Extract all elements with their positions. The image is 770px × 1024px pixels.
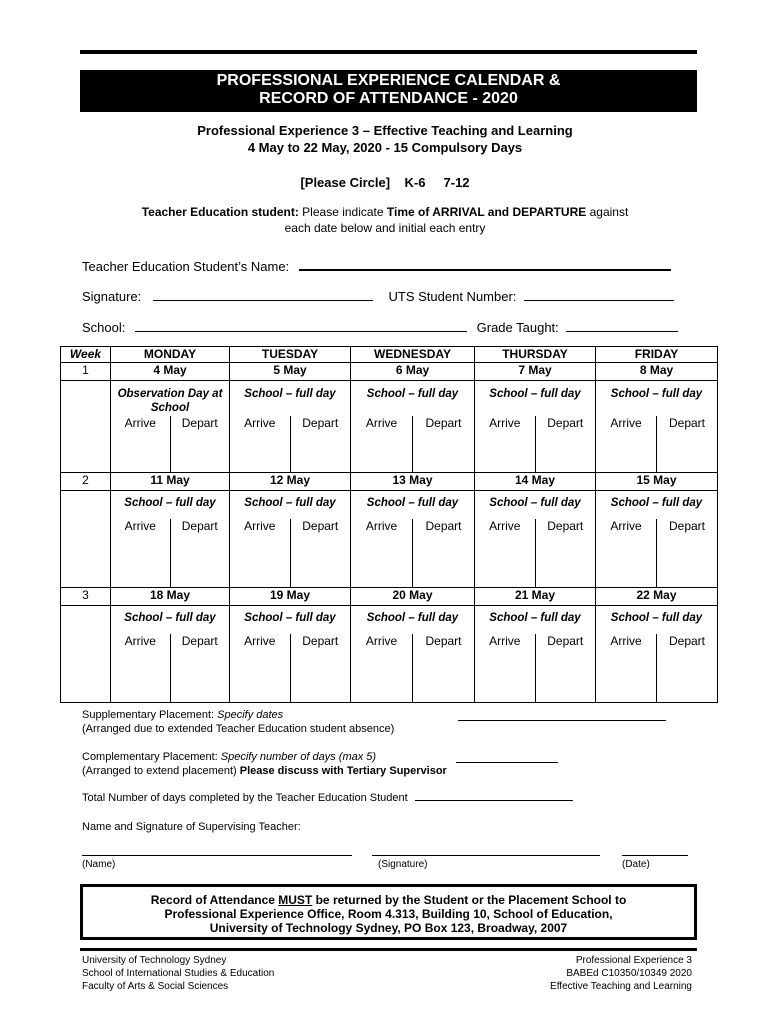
date-cell: 14 May <box>475 473 596 491</box>
depart-field[interactable]: Depart <box>535 416 596 472</box>
day-cell <box>111 606 230 703</box>
depart-field[interactable]: Depart <box>412 634 474 702</box>
day-cell <box>475 381 596 473</box>
school-row <box>82 320 678 335</box>
day-note: School – full day <box>610 612 703 624</box>
week-number: 2 <box>61 473 111 491</box>
grade-label: Grade Taught: <box>476 320 559 335</box>
record-line-1 <box>83 893 694 907</box>
day-cell <box>351 381 475 473</box>
arrive-field[interactable]: Arrive <box>124 416 156 430</box>
footer-left-line: Faculty of Arts & Social Sciences <box>82 981 229 992</box>
instructions-line-2: each date below and initial each entry <box>284 221 486 235</box>
student-name-row <box>82 259 671 274</box>
supervisor-signature-field[interactable] <box>372 845 600 856</box>
supp-dates-field[interactable] <box>458 706 666 721</box>
arrive-field[interactable]: Arrive <box>365 634 398 648</box>
day-friday: FRIDAY <box>596 347 718 363</box>
week-number: 1 <box>61 363 111 381</box>
date-cell: 15 May <box>596 473 718 491</box>
day-note: School – full day <box>610 388 703 400</box>
week-number: 3 <box>61 588 111 606</box>
signature-row <box>82 289 674 304</box>
attendance-calendar <box>60 346 718 703</box>
comp-italic: Specify number of days (max 5) <box>220 751 377 763</box>
footer-left-line: University of Technology Sydney <box>82 955 227 966</box>
grade-field[interactable] <box>566 331 678 332</box>
depart-field[interactable]: Depart <box>290 634 351 702</box>
day-note: School – full day <box>489 612 581 624</box>
footer-left <box>82 954 274 993</box>
footer-right-line: BABEd C10350/10349 2020 <box>566 968 692 979</box>
date-cell: 4 May <box>111 363 230 381</box>
arrive-field[interactable]: Arrive <box>489 519 521 533</box>
day-cell <box>596 606 718 703</box>
arrive-field[interactable]: Arrive <box>610 634 642 648</box>
signature-caption: (Signature) <box>378 859 428 870</box>
signature-field[interactable] <box>153 300 373 301</box>
depart-field[interactable]: Depart <box>412 519 474 587</box>
circle-selection <box>0 175 770 190</box>
day-wednesday: WEDNESDAY <box>351 347 475 363</box>
name-caption: (Name) <box>82 859 116 870</box>
signature-label: Signature: <box>82 289 142 304</box>
record-line-1-post: be returned by the Student or the Placement School to <box>312 893 627 907</box>
school-label: School: <box>82 320 126 335</box>
complementary-placement <box>82 750 447 778</box>
day-note: School – full day <box>366 497 459 509</box>
week-blank <box>61 491 111 588</box>
date-cell: 6 May <box>351 363 475 381</box>
date-caption: (Date) <box>622 859 650 870</box>
depart-field[interactable]: Depart <box>412 416 474 472</box>
student-name-label: Teacher Education Student’s Name: <box>82 259 290 274</box>
title-line-1: PROFESSIONAL EXPERIENCE CALENDAR & <box>216 72 561 89</box>
subtitle-line-2: 4 May to 22 May, 2020 - 15 Compulsory Days <box>247 140 523 155</box>
depart-field[interactable]: Depart <box>656 634 717 702</box>
day-thursday: THURSDAY <box>475 347 596 363</box>
day-note: School – full day <box>489 388 581 400</box>
day-note: Observation Day at School <box>117 388 223 414</box>
day-note: School – full day <box>244 388 336 400</box>
subtitle-line-1: Professional Experience 3 – Effective Teaching and Learning <box>197 123 573 138</box>
instr-normal-1: Please indicate <box>298 205 387 219</box>
record-must: MUST <box>278 893 313 907</box>
arrive-field[interactable]: Arrive <box>489 634 521 648</box>
title-line-2: RECORD OF ATTENDANCE - 2020 <box>259 90 518 107</box>
instr-normal-2: against <box>586 205 629 219</box>
day-cell <box>230 491 351 588</box>
circle-option-7-12[interactable]: 7-12 <box>443 175 470 190</box>
supervisor-name-field[interactable] <box>82 845 352 856</box>
comp-label: Complementary Placement: <box>82 751 221 763</box>
supp-italic: Specify dates <box>217 709 284 721</box>
depart-field[interactable]: Depart <box>656 519 717 587</box>
depart-field[interactable]: Depart <box>656 416 717 472</box>
day-monday: MONDAY <box>111 347 230 363</box>
day-cell <box>230 381 351 473</box>
total-days-row <box>82 792 573 804</box>
depart-field[interactable]: Depart <box>290 416 351 472</box>
day-note: School – full day <box>124 612 216 624</box>
record-line-3: University of Technology Sydney, PO Box 123, Broadway, 2007 <box>209 921 568 935</box>
comp-days-field[interactable] <box>456 748 558 763</box>
arrive-field[interactable]: Arrive <box>244 416 276 430</box>
student-name-field[interactable] <box>299 269 671 271</box>
arrive-field[interactable]: Arrive <box>244 634 276 648</box>
date-cell: 22 May <box>596 588 718 606</box>
arrive-field[interactable]: Arrive <box>610 519 642 533</box>
circle-label: [Please Circle] <box>300 175 391 190</box>
total-days-label: Total Number of days completed by the Teacher Education Student <box>82 792 408 804</box>
day-cell <box>111 491 230 588</box>
day-cell <box>111 381 230 473</box>
week-header: Week <box>61 347 111 363</box>
supp-label: Supplementary Placement: <box>82 709 218 721</box>
arrive-field[interactable]: Arrive <box>610 416 642 430</box>
date-cell: 12 May <box>230 473 351 491</box>
date-cell: 19 May <box>230 588 351 606</box>
day-cell <box>596 381 718 473</box>
circle-option-k6[interactable]: K-6 <box>404 175 426 190</box>
supplementary-placement <box>82 708 394 736</box>
supervisor-label: Name and Signature of Supervising Teacher: <box>82 821 301 833</box>
day-cell <box>475 491 596 588</box>
total-days-field[interactable] <box>415 800 573 801</box>
day-cell <box>596 491 718 588</box>
week-blank <box>61 381 111 473</box>
footer-right-line: Professional Experience 3 <box>575 955 692 966</box>
day-note: School – full day <box>489 497 581 509</box>
day-note: School – full day <box>124 497 216 509</box>
comp-note: (Arranged to extend placement) <box>82 765 240 777</box>
arrive-field[interactable]: Arrive <box>244 519 276 533</box>
uts-number-label: UTS Student Number: <box>388 289 517 304</box>
date-cell: 18 May <box>111 588 230 606</box>
depart-field[interactable]: Depart <box>170 416 230 472</box>
record-return-notice <box>80 884 697 940</box>
supervisor-date-field[interactable] <box>622 845 688 856</box>
day-note: School – full day <box>244 612 336 624</box>
day-cell <box>351 606 475 703</box>
date-cell: 7 May <box>475 363 596 381</box>
day-cell <box>475 606 596 703</box>
record-line-2: Professional Experience Office, Room 4.313, Building 10, School of Education, <box>164 907 613 921</box>
school-field[interactable] <box>135 331 467 332</box>
day-note: School – full day <box>244 497 336 509</box>
footer-right <box>550 954 692 993</box>
uts-number-field[interactable] <box>524 300 674 301</box>
comp-note-bold: Please discuss with Tertiary Supervisor <box>239 765 447 777</box>
supp-note: (Arranged due to extended Teacher Education student absence) <box>82 723 395 735</box>
depart-field[interactable]: Depart <box>170 634 230 702</box>
depart-field[interactable]: Depart <box>170 519 230 587</box>
date-cell: 8 May <box>596 363 718 381</box>
date-cell: 20 May <box>351 588 475 606</box>
arrive-field[interactable]: Arrive <box>489 416 521 430</box>
date-cell: 21 May <box>475 588 596 606</box>
day-note: School – full day <box>610 497 703 509</box>
date-cell: 11 May <box>111 473 230 491</box>
instr-bold-2: Time of ARRIVAL and DEPARTURE <box>386 205 587 219</box>
arrive-field[interactable]: Arrive <box>365 519 398 533</box>
day-tuesday: TUESDAY <box>230 347 351 363</box>
top-rule <box>80 50 697 54</box>
instructions-line-1 <box>0 205 770 219</box>
arrive-field[interactable]: Arrive <box>365 416 398 430</box>
date-cell: 13 May <box>351 473 475 491</box>
day-note: School – full day <box>366 388 459 400</box>
arrive-field[interactable]: Arrive <box>124 519 156 533</box>
day-note: School – full day <box>366 612 459 624</box>
bottom-rule <box>80 948 697 951</box>
week-blank <box>61 606 111 703</box>
title-banner <box>80 70 697 112</box>
record-line-1-pre: Record of Attendance <box>150 893 279 907</box>
depart-field[interactable]: Depart <box>535 519 596 587</box>
date-cell: 5 May <box>230 363 351 381</box>
footer-left-line: School of International Studies & Education <box>82 968 275 979</box>
depart-field[interactable]: Depart <box>535 634 596 702</box>
arrive-field[interactable]: Arrive <box>124 634 156 648</box>
footer-right-line: Effective Teaching and Learning <box>550 981 692 992</box>
day-cell <box>351 491 475 588</box>
day-cell <box>230 606 351 703</box>
instr-bold-1: Teacher Education student: <box>141 205 299 219</box>
depart-field[interactable]: Depart <box>290 519 351 587</box>
